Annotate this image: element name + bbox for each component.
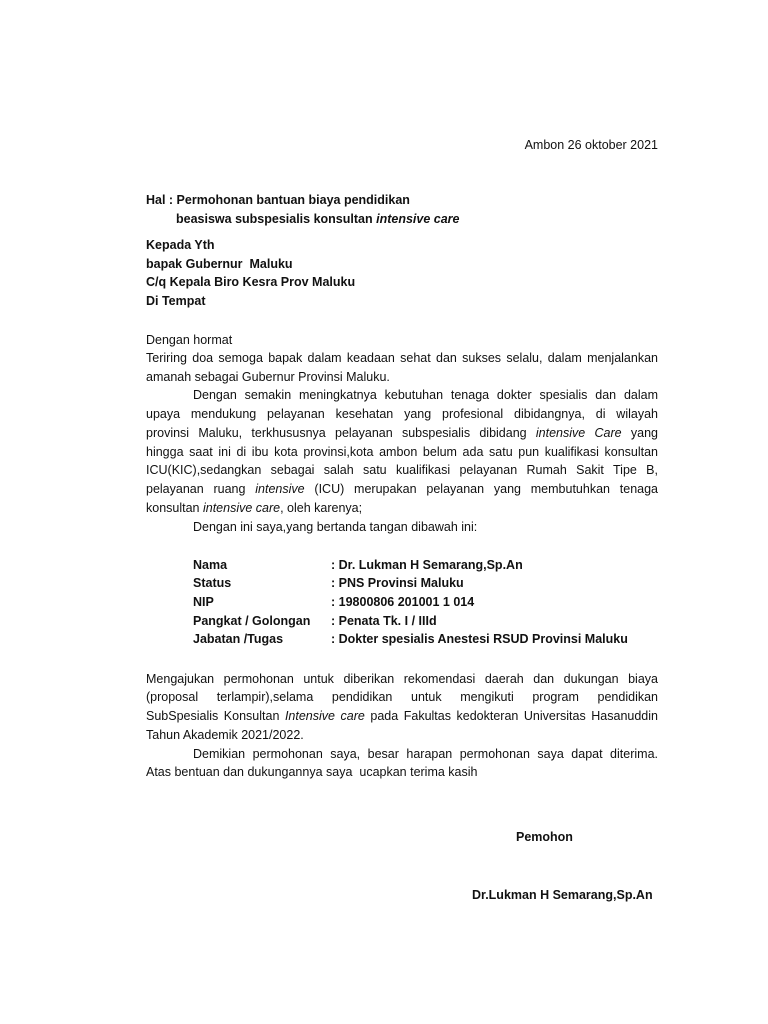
signature-caption: Pemohon: [516, 830, 573, 844]
identity-value: : Dr. Lukman H Semarang,Sp.An: [331, 558, 523, 572]
identity-label: Pangkat / Golongan: [193, 614, 311, 628]
greeting: Dengan hormat: [146, 333, 233, 347]
italic-term: Intensive care: [284, 709, 365, 723]
recipient-line: Kepada Yth: [146, 238, 215, 252]
body-line: ICU(KIC),sedangkan sebagai salah satu kualifikasi pelayanan Rumah Sakit Tipe B,: [146, 463, 658, 477]
letter-date: Ambon 26 oktober 2021: [524, 138, 658, 152]
body-line: upaya mendukung pelayanan kesehatan yang profesional dibidangnya, di wilayah: [146, 407, 658, 421]
body-line: Demikian permohonan saya, besar harapan permohonan saya dapat diterima.: [193, 747, 658, 761]
identity-value: : Dokter spesialis Anestesi RSUD Provinsi Maluku: [331, 632, 628, 646]
body-text: konsultan: [146, 501, 203, 515]
recipient-line: bapak Gubernur Maluku: [146, 257, 293, 271]
subject-italic-term: intensive care: [376, 212, 460, 226]
subject-line-continued: [176, 210, 459, 229]
italic-term: intensive: [255, 482, 305, 496]
body-line: [146, 499, 362, 518]
subject-line: Hal : Permohonan bantuan biaya pendidikan: [146, 193, 410, 207]
body-text: yang: [621, 426, 658, 440]
body-line: Mengajukan permohonan untuk diberikan rekomendasi daerah dan dukungan biaya: [146, 672, 658, 686]
identity-row: [193, 556, 523, 575]
body-text: provinsi Maluku, terkhususnya pelayanan subspesialis dibidang: [146, 426, 536, 440]
body-line: [146, 424, 658, 443]
identity-value: : PNS Provinsi Maluku: [331, 576, 464, 590]
body-line: Dengan ini saya,yang bertanda tangan dibawah ini:: [193, 520, 478, 534]
recipient-line: Di Tempat: [146, 294, 206, 308]
body-line: [146, 480, 658, 499]
identity-row: [193, 630, 628, 649]
identity-row: [193, 574, 464, 593]
italic-term: intensive Care: [535, 426, 622, 440]
body-line: Dengan semakin meningkatnya kebutuhan tenaga dokter spesialis dan dalam: [193, 388, 658, 402]
identity-row: [193, 593, 474, 612]
body-line: Teriring doa semoga bapak dalam keadaan sehat dan sukses selalu, dalam menjalankan: [146, 351, 658, 365]
body-text: , oleh karenya;: [280, 501, 363, 515]
body-text: pelayanan ruang: [146, 482, 256, 496]
body-line: Atas bentuan dan dukungannya saya ucapkan terima kasih: [146, 765, 478, 779]
identity-value: : Penata Tk. I / IIId: [331, 614, 437, 628]
identity-value: : 19800806 201001 1 014: [331, 595, 475, 609]
body-line: [146, 707, 658, 726]
body-line: (proposal terlampir),selama pendidikan untuk mengikuti program pendidikan: [146, 690, 658, 704]
body-line: Tahun Akademik 2021/2022.: [146, 728, 304, 742]
identity-label: Jabatan /Tugas: [193, 632, 284, 646]
body-line: amanah sebagai Gubernur Provinsi Maluku.: [146, 370, 390, 384]
identity-label: Nama: [193, 558, 228, 572]
identity-label: Status: [193, 576, 232, 590]
body-text: (ICU) merupakan pelayanan yang membutuhkan tenaga: [304, 482, 658, 496]
body-text: SubSpesialis Konsultan: [146, 709, 285, 723]
subject-text: beasiswa subspesialis konsultan: [176, 212, 377, 226]
body-text: pada Fakultas kedokteran Universitas Hasanuddin: [364, 709, 658, 723]
signatory-name: Dr.Lukman H Semarang,Sp.An: [472, 888, 653, 902]
identity-label: NIP: [193, 595, 214, 609]
body-line: hingga saat ini di ibu kota provinsi,kota ambon belum ada satu pun kualifikasi konsultan: [146, 445, 658, 459]
italic-term: intensive care: [202, 501, 281, 515]
recipient-line: C/q Kepala Biro Kesra Prov Maluku: [146, 275, 356, 289]
identity-row: [193, 612, 437, 631]
